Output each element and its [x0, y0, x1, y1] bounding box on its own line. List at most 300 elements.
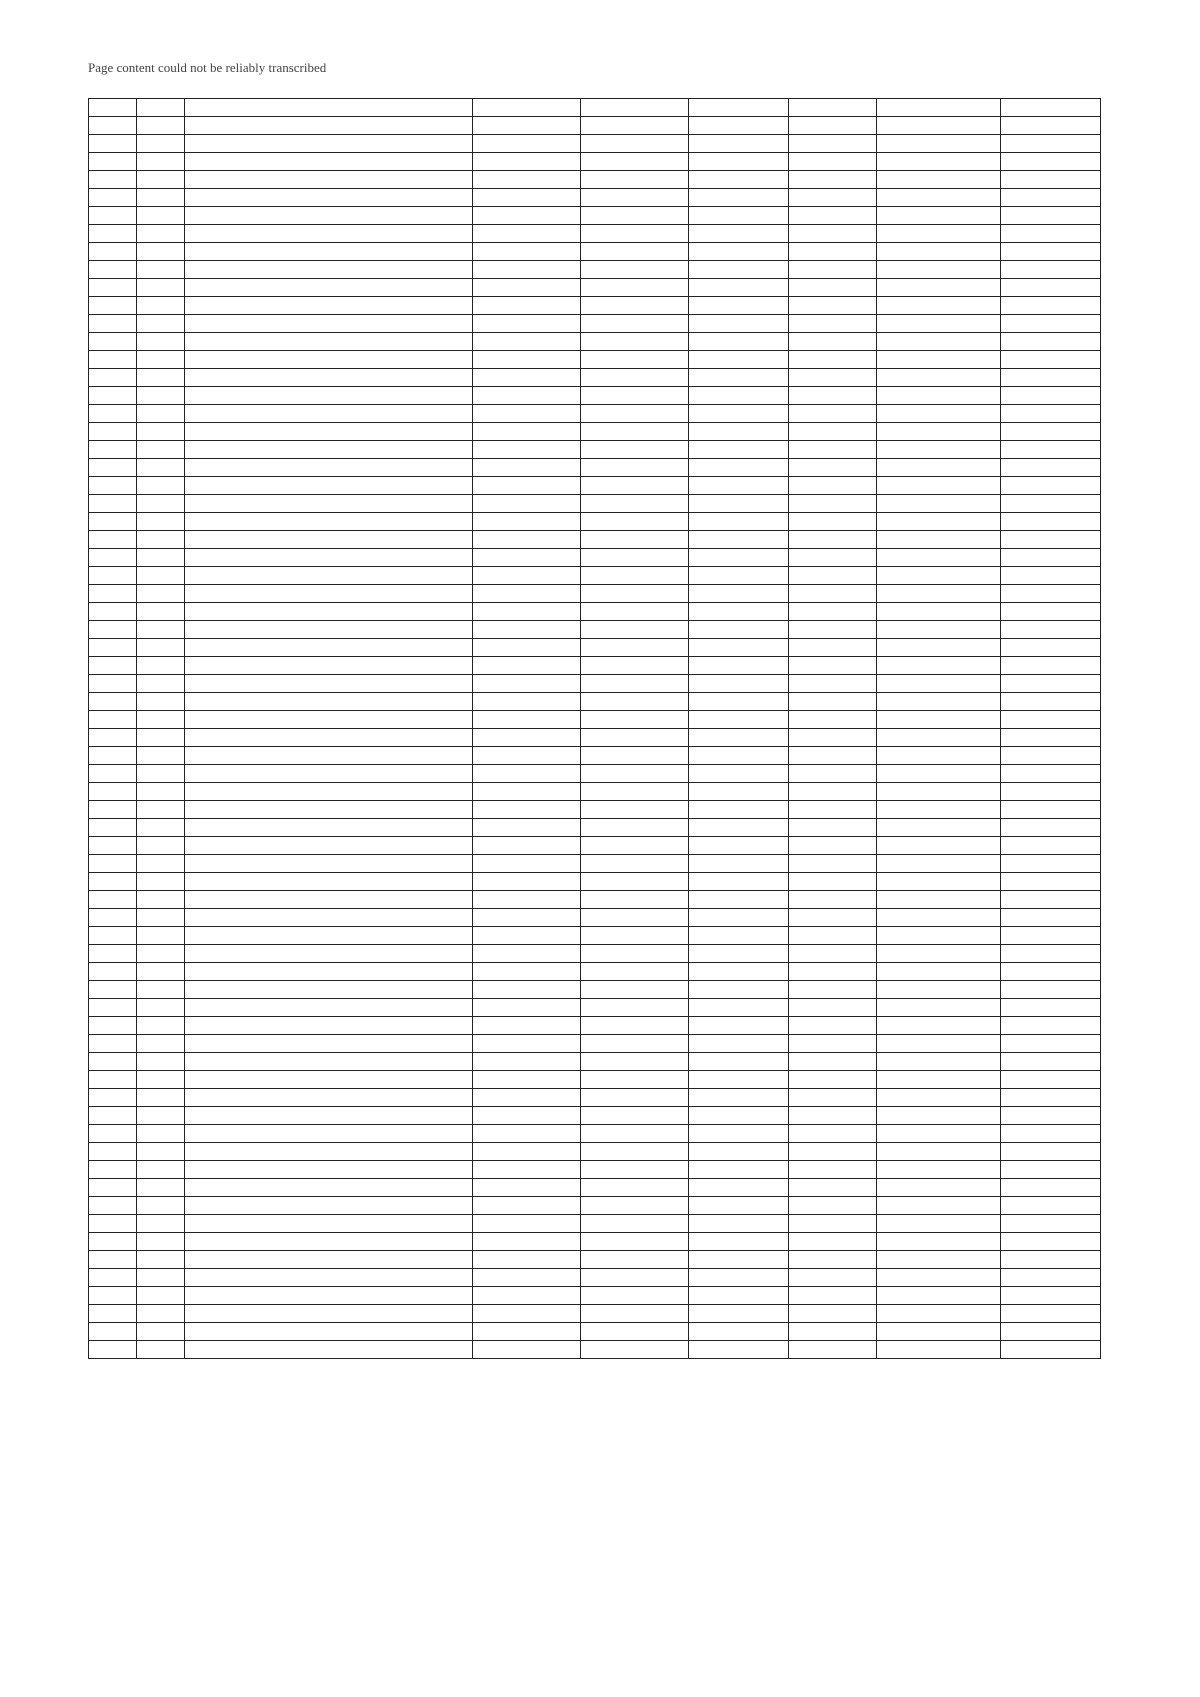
table-cell	[789, 1197, 877, 1215]
table-row	[89, 1251, 1101, 1269]
table-row	[89, 99, 1101, 117]
table-cell	[185, 639, 473, 657]
table-cell	[581, 279, 689, 297]
table-cell	[473, 891, 581, 909]
table-cell	[789, 639, 877, 657]
table-cell	[137, 423, 185, 441]
table-cell	[473, 351, 581, 369]
table-cell	[137, 351, 185, 369]
table-cell	[1001, 783, 1101, 801]
table-cell	[185, 1125, 473, 1143]
table-cell	[185, 297, 473, 315]
table-cell	[137, 405, 185, 423]
table-cell	[1001, 1161, 1101, 1179]
table-cell	[877, 945, 1001, 963]
table-cell	[473, 1035, 581, 1053]
table-row	[89, 1305, 1101, 1323]
table-cell	[89, 855, 137, 873]
table-cell	[1001, 981, 1101, 999]
table-cell	[473, 423, 581, 441]
table-cell	[789, 225, 877, 243]
table-cell	[89, 945, 137, 963]
table-cell	[89, 1161, 137, 1179]
table-cell	[185, 459, 473, 477]
table-cell	[877, 603, 1001, 621]
table-cell	[877, 999, 1001, 1017]
table-cell	[89, 315, 137, 333]
table-cell	[877, 819, 1001, 837]
table-cell	[473, 1179, 581, 1197]
table-cell	[789, 1341, 877, 1359]
table-cell	[877, 351, 1001, 369]
table-cell	[581, 153, 689, 171]
table-cell	[789, 855, 877, 873]
table-cell	[877, 495, 1001, 513]
table-cell	[1001, 1089, 1101, 1107]
table-cell	[473, 1125, 581, 1143]
table-cell	[789, 1089, 877, 1107]
table-cell	[581, 1305, 689, 1323]
table-cell	[789, 207, 877, 225]
table-row	[89, 117, 1101, 135]
table-cell	[473, 1017, 581, 1035]
table-cell	[877, 567, 1001, 585]
table-cell	[1001, 603, 1101, 621]
table-cell	[689, 261, 789, 279]
table-cell	[581, 747, 689, 765]
table-row	[89, 999, 1101, 1017]
table-cell	[581, 387, 689, 405]
table-cell	[473, 99, 581, 117]
table-cell	[877, 243, 1001, 261]
table-cell	[581, 477, 689, 495]
table-cell	[89, 1233, 137, 1251]
table-cell	[473, 279, 581, 297]
table-cell	[877, 711, 1001, 729]
table-cell	[789, 405, 877, 423]
table-cell	[689, 1305, 789, 1323]
table-cell	[581, 1323, 689, 1341]
table-cell	[789, 171, 877, 189]
table-cell	[581, 495, 689, 513]
table-cell	[789, 1233, 877, 1251]
table-cell	[89, 135, 137, 153]
table-cell	[473, 1305, 581, 1323]
table-cell	[185, 657, 473, 675]
table-cell	[689, 1089, 789, 1107]
table-cell	[473, 1287, 581, 1305]
table-cell	[877, 189, 1001, 207]
table-cell	[1001, 675, 1101, 693]
table-cell	[137, 1251, 185, 1269]
table-cell	[473, 1197, 581, 1215]
table-cell	[137, 243, 185, 261]
table-cell	[185, 765, 473, 783]
table-cell	[473, 765, 581, 783]
table-cell	[789, 189, 877, 207]
table-cell	[1001, 1035, 1101, 1053]
table-row	[89, 873, 1101, 891]
table-row	[89, 333, 1101, 351]
table-cell	[89, 1251, 137, 1269]
table-cell	[689, 945, 789, 963]
table-cell	[789, 873, 877, 891]
table-cell	[473, 1071, 581, 1089]
table-cell	[89, 1323, 137, 1341]
table-cell	[137, 1107, 185, 1125]
table-cell	[789, 945, 877, 963]
table-cell	[137, 171, 185, 189]
table-cell	[877, 1125, 1001, 1143]
table-row	[89, 1215, 1101, 1233]
table-cell	[1001, 1251, 1101, 1269]
table-cell	[473, 945, 581, 963]
table-cell	[581, 243, 689, 261]
table-cell	[89, 1053, 137, 1071]
table-row	[89, 657, 1101, 675]
table-cell	[789, 765, 877, 783]
table-cell	[137, 1197, 185, 1215]
table-cell	[89, 837, 137, 855]
table-cell	[689, 909, 789, 927]
table-cell	[689, 1215, 789, 1233]
table-cell	[689, 531, 789, 549]
table-cell	[1001, 207, 1101, 225]
table-row	[89, 819, 1101, 837]
table-cell	[689, 99, 789, 117]
table-cell	[1001, 927, 1101, 945]
table-cell	[473, 135, 581, 153]
table-cell	[581, 99, 689, 117]
table-row	[89, 1035, 1101, 1053]
table-cell	[137, 1215, 185, 1233]
table-cell	[877, 1287, 1001, 1305]
table-cell	[185, 279, 473, 297]
table-cell	[1001, 351, 1101, 369]
table-cell	[89, 297, 137, 315]
table-cell	[89, 117, 137, 135]
table-cell	[473, 513, 581, 531]
table-cell	[1001, 1107, 1101, 1125]
table-cell	[789, 1215, 877, 1233]
table-row	[89, 423, 1101, 441]
table-cell	[185, 135, 473, 153]
table-cell	[581, 981, 689, 999]
table-cell	[137, 207, 185, 225]
table-row	[89, 387, 1101, 405]
table-cell	[689, 1341, 789, 1359]
table-cell	[137, 189, 185, 207]
table-cell	[581, 1287, 689, 1305]
table-cell	[1001, 819, 1101, 837]
table-cell	[877, 423, 1001, 441]
table-cell	[137, 1143, 185, 1161]
table-cell	[789, 441, 877, 459]
table-cell	[1001, 711, 1101, 729]
table-cell	[137, 1161, 185, 1179]
table-cell	[185, 1053, 473, 1071]
table-cell	[89, 153, 137, 171]
table-cell	[137, 549, 185, 567]
table-cell	[581, 1125, 689, 1143]
table-cell	[1001, 1179, 1101, 1197]
table-cell	[877, 801, 1001, 819]
table-row	[89, 1179, 1101, 1197]
table-cell	[473, 261, 581, 279]
table-cell	[473, 171, 581, 189]
table-row	[89, 513, 1101, 531]
table-cell	[185, 1143, 473, 1161]
table-cell	[689, 297, 789, 315]
table-cell	[581, 819, 689, 837]
table-cell	[473, 783, 581, 801]
table-cell	[877, 477, 1001, 495]
table-cell	[789, 135, 877, 153]
table-cell	[1001, 225, 1101, 243]
table-cell	[137, 297, 185, 315]
table-cell	[473, 243, 581, 261]
table-row	[89, 855, 1101, 873]
table-cell	[689, 1233, 789, 1251]
table-cell	[689, 477, 789, 495]
table-cell	[89, 459, 137, 477]
table-cell	[789, 585, 877, 603]
table-cell	[473, 1341, 581, 1359]
table-row	[89, 279, 1101, 297]
table-cell	[137, 99, 185, 117]
table-cell	[689, 963, 789, 981]
table-cell	[185, 819, 473, 837]
table-cell	[89, 891, 137, 909]
table-cell	[185, 1233, 473, 1251]
table-cell	[185, 315, 473, 333]
table-cell	[877, 1305, 1001, 1323]
table-row	[89, 189, 1101, 207]
table-cell	[89, 495, 137, 513]
table-row	[89, 639, 1101, 657]
table-row	[89, 585, 1101, 603]
table-cell	[185, 963, 473, 981]
table-cell	[689, 171, 789, 189]
table-cell	[689, 279, 789, 297]
table-row	[89, 675, 1101, 693]
table-cell	[137, 909, 185, 927]
table-cell	[185, 891, 473, 909]
table-cell	[581, 963, 689, 981]
table-cell	[473, 333, 581, 351]
table-cell	[581, 621, 689, 639]
table-cell	[789, 963, 877, 981]
table-cell	[877, 639, 1001, 657]
table-cell	[137, 1035, 185, 1053]
table-row	[89, 1053, 1101, 1071]
table-cell	[89, 1341, 137, 1359]
table-cell	[185, 927, 473, 945]
table-cell	[689, 603, 789, 621]
table-cell	[877, 729, 1001, 747]
table-cell	[689, 783, 789, 801]
table-cell	[581, 1107, 689, 1125]
table-cell	[185, 1179, 473, 1197]
table-cell	[581, 1161, 689, 1179]
table-cell	[689, 621, 789, 639]
table-cell	[185, 801, 473, 819]
table-cell	[137, 1305, 185, 1323]
table-cell	[689, 675, 789, 693]
table-cell	[473, 675, 581, 693]
table-cell	[581, 171, 689, 189]
table-cell	[581, 927, 689, 945]
table-cell	[877, 117, 1001, 135]
table-cell	[581, 405, 689, 423]
table-row	[89, 1017, 1101, 1035]
table-cell	[581, 909, 689, 927]
table-cell	[137, 1233, 185, 1251]
table-cell	[789, 243, 877, 261]
table-cell	[581, 999, 689, 1017]
table-cell	[185, 99, 473, 117]
table-cell	[1001, 171, 1101, 189]
table-cell	[137, 117, 185, 135]
table-cell	[789, 153, 877, 171]
table-cell	[581, 1143, 689, 1161]
table-cell	[1001, 891, 1101, 909]
table-row	[89, 477, 1101, 495]
table-cell	[1001, 513, 1101, 531]
table-cell	[789, 801, 877, 819]
table-cell	[581, 549, 689, 567]
table-cell	[689, 513, 789, 531]
table-cell	[877, 1143, 1001, 1161]
table-cell	[789, 261, 877, 279]
table-cell	[185, 1269, 473, 1287]
table-cell	[89, 549, 137, 567]
table-cell	[789, 1161, 877, 1179]
table-cell	[581, 531, 689, 549]
table-cell	[581, 135, 689, 153]
table-cell	[137, 531, 185, 549]
table-cell	[877, 1323, 1001, 1341]
table-cell	[1001, 1125, 1101, 1143]
table-cell	[581, 207, 689, 225]
table-cell	[185, 207, 473, 225]
table-cell	[89, 387, 137, 405]
table-cell	[789, 99, 877, 117]
table-cell	[1001, 585, 1101, 603]
table-cell	[581, 189, 689, 207]
table-row	[89, 135, 1101, 153]
table-cell	[89, 711, 137, 729]
table-cell	[137, 1125, 185, 1143]
table-cell	[581, 837, 689, 855]
table-cell	[581, 1179, 689, 1197]
table-cell	[689, 369, 789, 387]
table-cell	[473, 1269, 581, 1287]
table-cell	[473, 603, 581, 621]
table-cell	[581, 855, 689, 873]
table-cell	[473, 225, 581, 243]
table-cell	[473, 189, 581, 207]
table-cell	[137, 675, 185, 693]
table-cell	[473, 1107, 581, 1125]
table-cell	[877, 891, 1001, 909]
table-cell	[789, 477, 877, 495]
table-cell	[473, 657, 581, 675]
table-cell	[789, 603, 877, 621]
table-cell	[581, 567, 689, 585]
table-cell	[137, 945, 185, 963]
table-cell	[877, 1161, 1001, 1179]
table-cell	[1001, 909, 1101, 927]
table-cell	[185, 1035, 473, 1053]
table-cell	[789, 279, 877, 297]
table-cell	[137, 891, 185, 909]
table-cell	[1001, 459, 1101, 477]
table-cell	[1001, 1071, 1101, 1089]
table-cell	[581, 1197, 689, 1215]
table-cell	[89, 981, 137, 999]
table-cell	[185, 837, 473, 855]
table-cell	[1001, 567, 1101, 585]
table-cell	[581, 369, 689, 387]
table-cell	[185, 855, 473, 873]
table-cell	[473, 477, 581, 495]
table-cell	[1001, 873, 1101, 891]
table-cell	[185, 189, 473, 207]
table-cell	[789, 657, 877, 675]
table-cell	[877, 207, 1001, 225]
table-row	[89, 369, 1101, 387]
table-cell	[1001, 243, 1101, 261]
table-cell	[89, 99, 137, 117]
table-cell	[473, 1161, 581, 1179]
table-cell	[877, 387, 1001, 405]
table-cell	[877, 279, 1001, 297]
table-cell	[877, 459, 1001, 477]
table-cell	[581, 801, 689, 819]
table-cell	[137, 369, 185, 387]
table-cell	[185, 243, 473, 261]
data-table	[88, 98, 1101, 1359]
table-cell	[137, 477, 185, 495]
table-cell	[581, 513, 689, 531]
table-cell	[689, 1035, 789, 1053]
table-cell	[689, 243, 789, 261]
table-row	[89, 1341, 1101, 1359]
table-cell	[185, 531, 473, 549]
table-cell	[581, 873, 689, 891]
table-cell	[581, 225, 689, 243]
table-cell	[137, 1323, 185, 1341]
table-cell	[581, 729, 689, 747]
table-cell	[473, 441, 581, 459]
table-cell	[877, 837, 1001, 855]
table-cell	[473, 837, 581, 855]
table-cell	[1001, 99, 1101, 117]
table-cell	[689, 981, 789, 999]
table-row	[89, 909, 1101, 927]
table-cell	[89, 243, 137, 261]
table-row	[89, 153, 1101, 171]
table-row	[89, 603, 1101, 621]
table-row	[89, 171, 1101, 189]
table-cell	[789, 1071, 877, 1089]
table-cell	[89, 999, 137, 1017]
table-cell	[473, 963, 581, 981]
table-cell	[1001, 945, 1101, 963]
table-cell	[185, 495, 473, 513]
table-cell	[89, 405, 137, 423]
